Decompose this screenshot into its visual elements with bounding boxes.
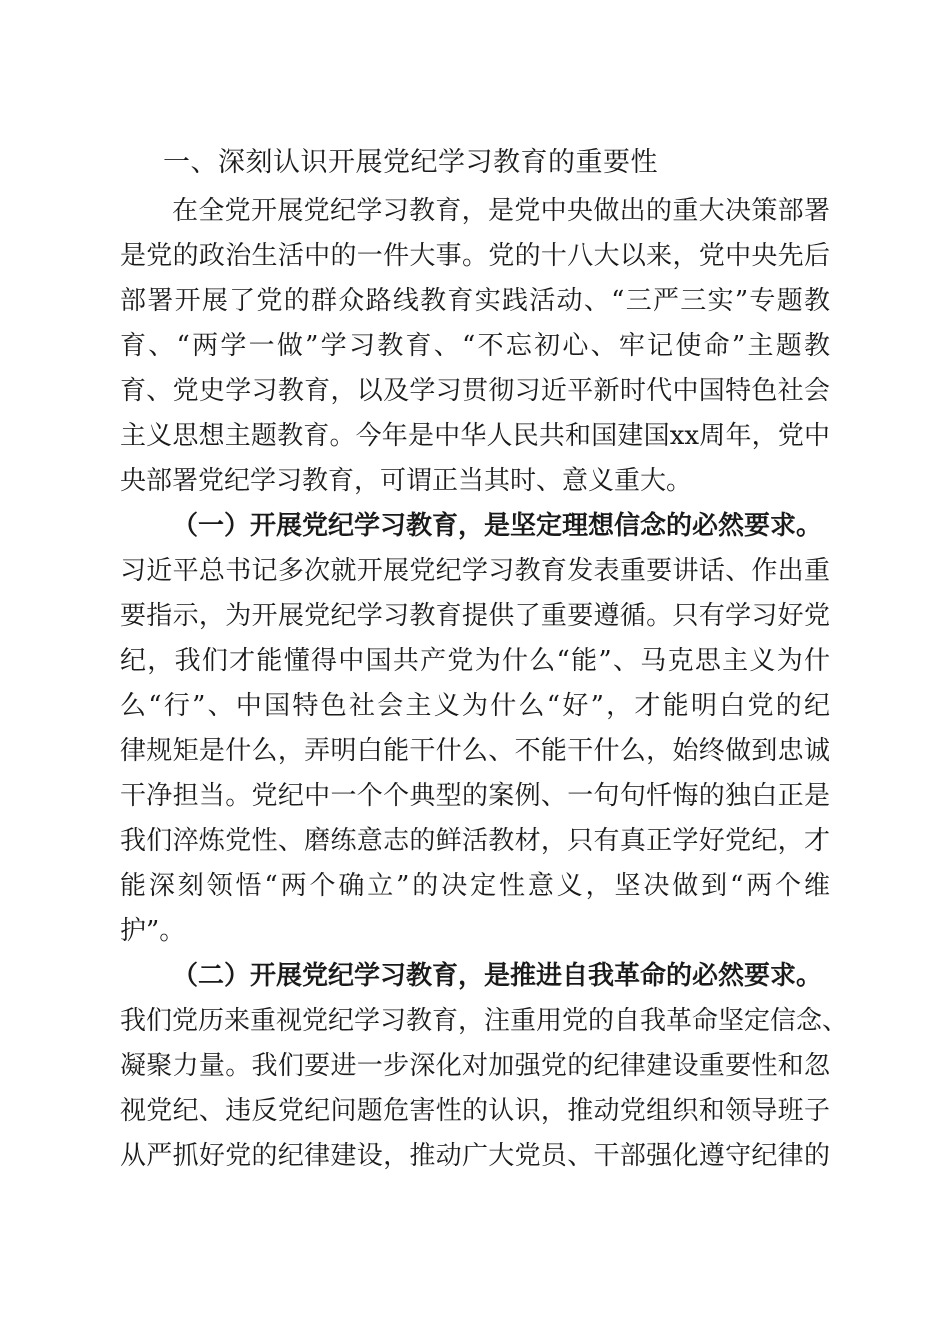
paragraph-2-line-3: 要指示，为开展党纪学习教育提供了重要遵循。只有学习好党 [120, 601, 830, 631]
paragraph-3-line-3: 凝聚力量。我们要进一步深化对加强党的纪律建设重要性和忽 [120, 1051, 830, 1081]
paragraph-2-line-5: 么“行”、中国特色社会主义为什么“好”，才能明白党的纪 [120, 691, 830, 721]
subheading-1: （一）开展党纪学习教育，是坚定理想信念的必然要求。 [172, 511, 823, 541]
paragraph-3-line-5: 从严抓好党的纪律建设，推动广大党员、干部强化遵守纪律的 [120, 1141, 830, 1171]
paragraph-2-line-9: 能深刻领悟“两个确立”的决定性意义，坚决做到“两个维 [120, 871, 830, 901]
paragraph-1-line-4: 育、“两学一做”学习教育、“不忘初心、牢记使命”主题教 [120, 331, 830, 361]
paragraph-1-line-3: 部署开展了党的群众路线教育实践活动、“三严三实”专题教 [120, 286, 830, 316]
paragraph-1-line-1: 在全党开展党纪学习教育，是党中央做出的重大决策部署 [172, 196, 830, 226]
paragraph-2-line-7: 干净担当。党纪中一个个典型的案例、一句句忏悔的独白正是 [120, 781, 830, 811]
paragraph-1-line-6: 主义思想主题教育。今年是中华人民共和国建国xx周年，党中 [120, 421, 830, 451]
paragraph-1-line-5: 育、党史学习教育，以及学习贯彻习近平新时代中国特色社会 [120, 376, 830, 406]
paragraph-2-line-4: 纪，我们才能懂得中国共产党为什么“能”、马克思主义为什 [120, 646, 830, 676]
paragraph-2-line-6: 律规矩是什么，弄明白能干什么、不能干什么，始终做到忠诚 [120, 736, 830, 766]
paragraph-3-line-4: 视党纪、违反党纪问题危害性的认识，推动党组织和领导班子 [120, 1096, 830, 1126]
subheading-2: （二）开展党纪学习教育，是推进自我革命的必然要求。 [172, 961, 823, 991]
paragraph-1-line-2: 是党的政治生活中的一件大事。党的十八大以来，党中央先后 [120, 241, 830, 271]
paragraph-2-line-8: 我们淬炼党性、磨练意志的鲜活教材，只有真正学好党纪，才 [120, 826, 830, 856]
paragraph-2-line-2: 习近平总书记多次就开展党纪学习教育发表重要讲话、作出重 [120, 556, 830, 586]
paragraph-1-line-7: 央部署党纪学习教育，可谓正当其时、意义重大。 [120, 466, 693, 496]
paragraph-3-line-2: 我们党历来重视党纪学习教育，注重用党的自我革命坚定信念、 [120, 1006, 849, 1036]
section-heading: 一、深刻认识开展党纪学习教育的重要性 [163, 147, 658, 178]
paragraph-2-line-10: 护”。 [120, 916, 186, 946]
